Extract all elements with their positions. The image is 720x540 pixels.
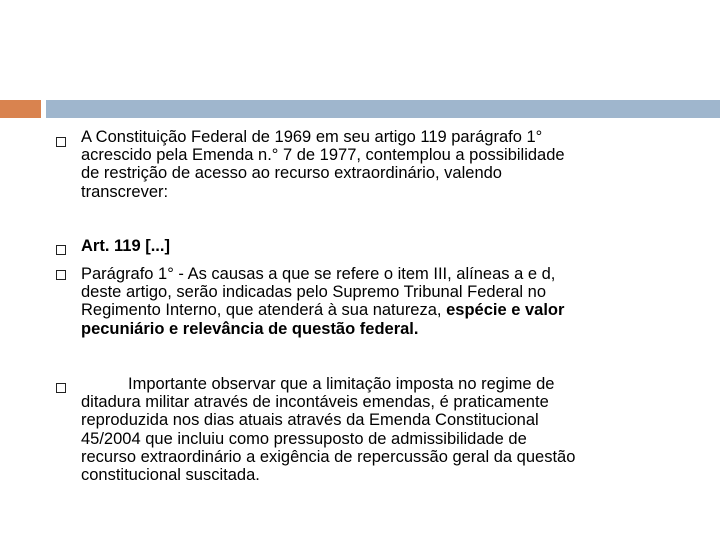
- text-line: ditadura militar através de incontáveis emendas, é praticamente: [81, 393, 549, 412]
- text-line: constitucional suscitada.: [81, 466, 260, 485]
- text-segment-bold: espécie e valor: [446, 301, 565, 320]
- header-accent-blue: [46, 100, 720, 118]
- text-line-bold: pecuniário e relevância de questão federal.: [81, 319, 419, 338]
- text-line: reproduzida nos dias atuais através da Emenda Constitucional: [81, 411, 539, 430]
- bullet-icon: [56, 383, 66, 393]
- text-line: Art. 119 [...]: [81, 237, 170, 255]
- bullet-icon: [56, 137, 66, 147]
- text-line: transcrever:: [81, 182, 169, 201]
- text-line: acrescido pela Emenda n.° 7 de 1977, contemplou a possibilidade: [81, 146, 565, 165]
- text-segment: Importante observar que a limitação imposta no regime de: [128, 375, 555, 393]
- article-heading: [81, 237, 701, 255]
- text-line: [81, 301, 701, 319]
- text-line: A Constituição Federal de 1969 em seu artigo 119 parágrafo 1°: [81, 128, 543, 146]
- text-line: Parágrafo 1° - As causas a que se refere o item III, alíneas a e d,: [81, 265, 556, 283]
- text-segment: Regimento Interno, que atenderá à sua natureza,: [81, 301, 442, 320]
- bullet-icon: [56, 270, 66, 280]
- text-line: deste artigo, serão indicadas pelo Supremo Tribunal Federal no: [81, 283, 547, 302]
- bullet-icon: [56, 245, 66, 255]
- text-line: 45/2004 que incluiu como pressuposto de admissibilidade de: [81, 429, 527, 448]
- paragraph-observation: [81, 375, 701, 484]
- header-accent-orange: [0, 100, 41, 118]
- text-line: [81, 375, 701, 393]
- text-line: recurso extraordinário a exigência de repercussão geral da questão: [81, 447, 576, 466]
- text-line: de restrição de acesso ao recurso extraordinário, valendo: [81, 164, 502, 183]
- paragraph-article-text: [81, 265, 701, 338]
- paragraph-constitution-1969: [81, 128, 701, 201]
